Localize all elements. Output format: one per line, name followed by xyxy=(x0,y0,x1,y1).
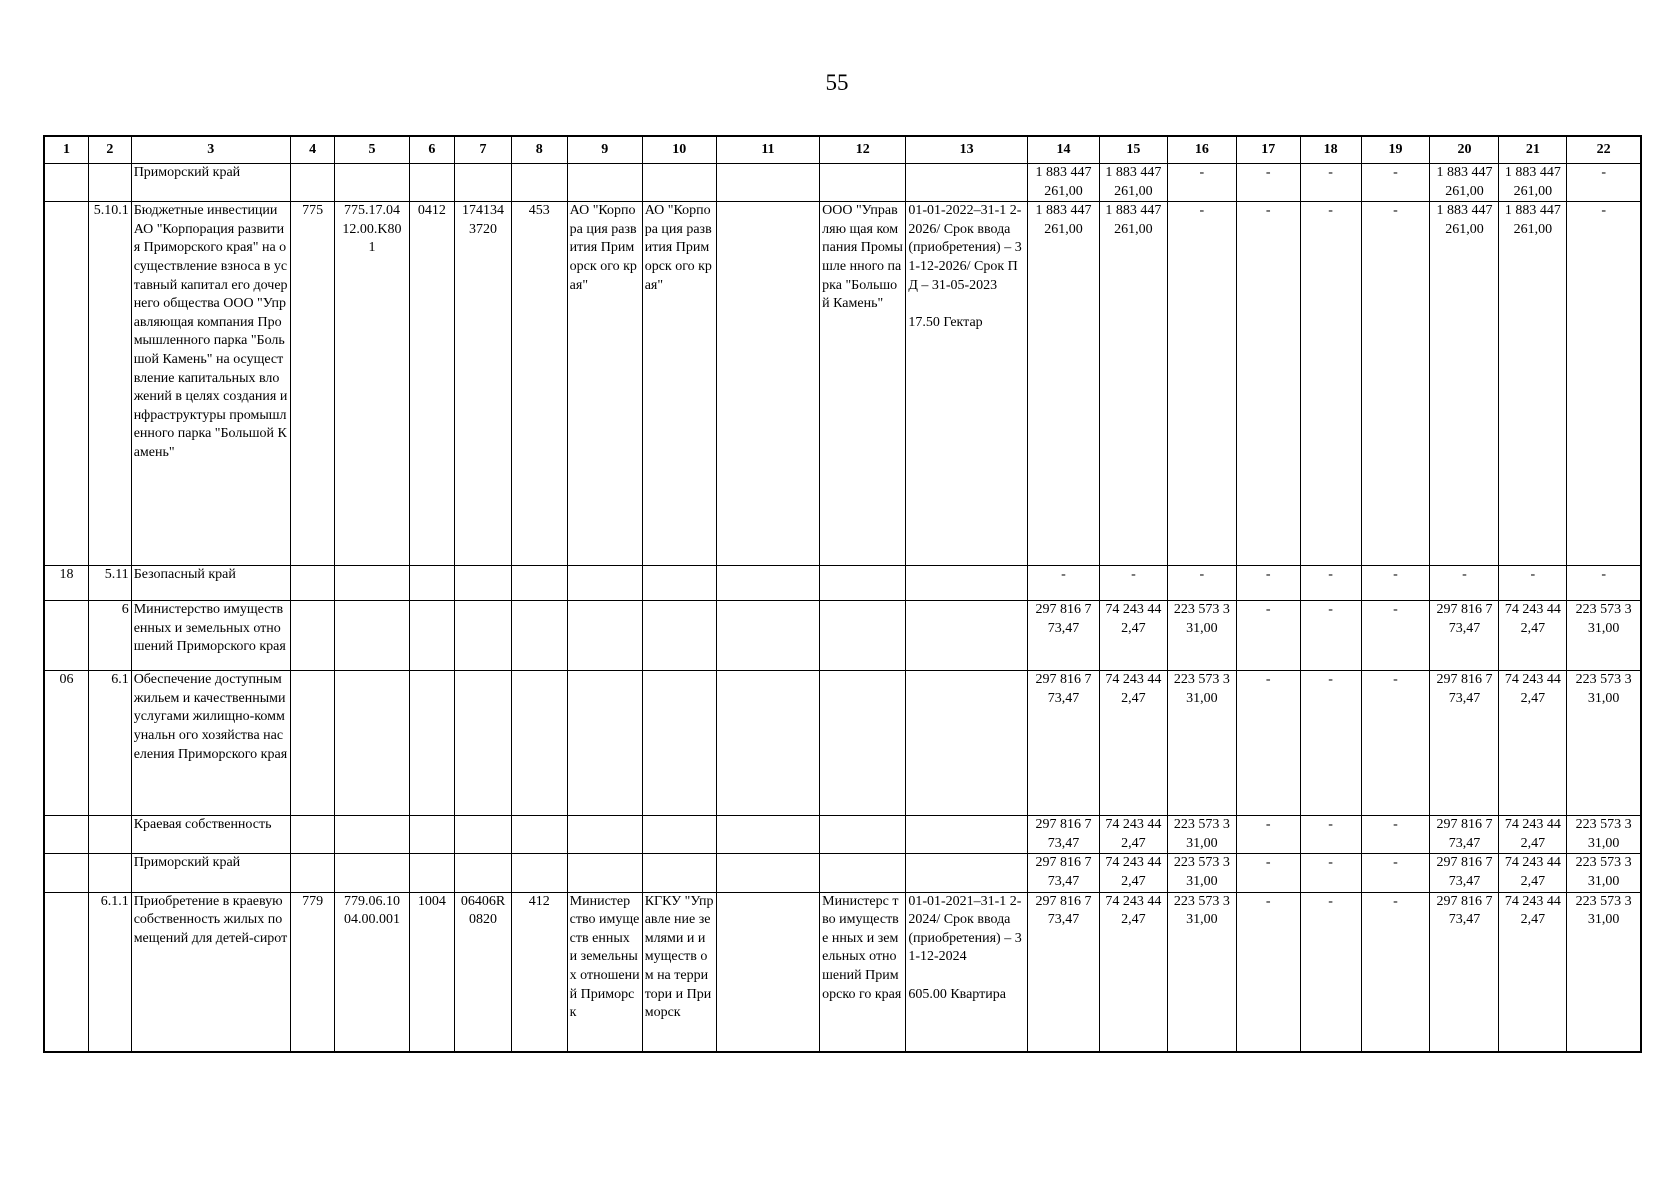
table-row xyxy=(44,202,1641,566)
cell-col-10 xyxy=(642,164,716,202)
column-header-9: 9 xyxy=(567,136,642,164)
cell-col-4 xyxy=(290,816,335,854)
cell-col-1 xyxy=(44,816,89,854)
cell-col-15: 74 243 44 2,47 xyxy=(1099,816,1167,854)
cell-col-20: 297 816 7 73,47 xyxy=(1430,601,1499,671)
cell-col-13 xyxy=(906,164,1028,202)
cell-col-21: 74 243 44 2,47 xyxy=(1499,816,1567,854)
cell-col-10 xyxy=(642,816,716,854)
column-header-12: 12 xyxy=(820,136,906,164)
cell-col-22: 223 573 3 31,00 xyxy=(1567,816,1641,854)
cell-col-16: - xyxy=(1167,566,1236,601)
column-header-15: 15 xyxy=(1099,136,1167,164)
cell-col-5: 779.06.10 04.00.001 xyxy=(335,892,409,1052)
cell-col-1 xyxy=(44,892,89,1052)
cell-col-5 xyxy=(335,816,409,854)
cell-col-4: 775 xyxy=(290,202,335,566)
cell-col-22: - xyxy=(1567,202,1641,566)
cell-col-20: - xyxy=(1430,566,1499,601)
cell-col-11 xyxy=(716,671,819,816)
cell-col-19: - xyxy=(1361,601,1430,671)
cell-col-6 xyxy=(409,601,455,671)
cell-col-1 xyxy=(44,854,89,892)
cell-col-2: 6 xyxy=(89,601,132,671)
cell-col-22: 223 573 3 31,00 xyxy=(1567,601,1641,671)
cell-col-7 xyxy=(455,601,512,671)
cell-col-9 xyxy=(567,671,642,816)
cell-col-13 xyxy=(906,671,1028,816)
cell-col-18: - xyxy=(1300,671,1361,816)
cell-col-20: 297 816 7 73,47 xyxy=(1430,816,1499,854)
budget-table xyxy=(43,135,1642,1053)
cell-col-16: 223 573 3 31,00 xyxy=(1167,854,1236,892)
cell-col-2: 5.10.1 xyxy=(89,202,132,566)
column-header-19: 19 xyxy=(1361,136,1430,164)
cell-col-17: - xyxy=(1236,202,1300,566)
cell-col-3: Краевая собственность xyxy=(131,816,290,854)
cell-col-19: - xyxy=(1361,671,1430,816)
cell-col-7 xyxy=(455,566,512,601)
cell-col-6 xyxy=(409,164,455,202)
cell-col-3: Безопасный край xyxy=(131,566,290,601)
cell-col-10 xyxy=(642,566,716,601)
cell-col-21: 74 243 44 2,47 xyxy=(1499,671,1567,816)
cell-col-1: 18 xyxy=(44,566,89,601)
cell-col-9 xyxy=(567,164,642,202)
column-header-10: 10 xyxy=(642,136,716,164)
table-row xyxy=(44,601,1641,671)
cell-col-15: - xyxy=(1099,566,1167,601)
cell-col-14: 297 816 7 73,47 xyxy=(1027,671,1099,816)
cell-col-3: Бюджетные инвестиции АО "Корпорация развития Приморского края" на осуществление взноса в уставный капитал его дочернего общества ООО "Управляющая компания Промышленного парка "Большой Камень" на осуществление капитальных вложений в целях создания инфраструктуры промышленного парка "Большой Камень" xyxy=(131,202,290,566)
column-header-18: 18 xyxy=(1300,136,1361,164)
cell-col-12 xyxy=(820,671,906,816)
cell-col-6 xyxy=(409,566,455,601)
cell-col-17: - xyxy=(1236,601,1300,671)
cell-col-11 xyxy=(716,202,819,566)
cell-col-3: Приморский край xyxy=(131,854,290,892)
cell-col-20: 1 883 447 261,00 xyxy=(1430,202,1499,566)
cell-col-5 xyxy=(335,854,409,892)
cell-col-8 xyxy=(511,164,567,202)
cell-col-11 xyxy=(716,601,819,671)
cell-col-13 xyxy=(906,601,1028,671)
cell-col-6 xyxy=(409,816,455,854)
cell-col-19: - xyxy=(1361,164,1430,202)
cell-col-2: 6.1 xyxy=(89,671,132,816)
column-header-6: 6 xyxy=(409,136,455,164)
page-number: 55 xyxy=(825,70,849,95)
cell-col-14: 1 883 447 261,00 xyxy=(1027,164,1099,202)
column-header-5: 5 xyxy=(335,136,409,164)
cell-col-14: - xyxy=(1027,566,1099,601)
cell-col-19: - xyxy=(1361,202,1430,566)
cell-col-4 xyxy=(290,566,335,601)
cell-col-13 xyxy=(906,816,1028,854)
cell-col-5: 775.17.04 12.00.K80 1 xyxy=(335,202,409,566)
cell-col-8 xyxy=(511,671,567,816)
cell-col-19: - xyxy=(1361,854,1430,892)
cell-col-1 xyxy=(44,164,89,202)
cell-col-17: - xyxy=(1236,854,1300,892)
cell-col-18: - xyxy=(1300,164,1361,202)
cell-col-6 xyxy=(409,854,455,892)
cell-col-22: - xyxy=(1567,566,1641,601)
cell-col-6: 0412 xyxy=(409,202,455,566)
cell-col-5 xyxy=(335,566,409,601)
cell-col-15: 1 883 447 261,00 xyxy=(1099,202,1167,566)
cell-col-9 xyxy=(567,601,642,671)
cell-col-16: 223 573 3 31,00 xyxy=(1167,816,1236,854)
table-row xyxy=(44,566,1641,601)
cell-col-7 xyxy=(455,816,512,854)
column-header-11: 11 xyxy=(716,136,819,164)
cell-col-10: АО "Корпора ция развития Приморск ого края" xyxy=(642,202,716,566)
cell-col-7 xyxy=(455,854,512,892)
column-header-17: 17 xyxy=(1236,136,1300,164)
cell-col-13 xyxy=(906,566,1028,601)
cell-col-12: Министерс тво имуществе нных и земельных отношений Приморско го края xyxy=(820,892,906,1052)
cell-col-4: 779 xyxy=(290,892,335,1052)
cell-col-8: 412 xyxy=(511,892,567,1052)
cell-col-1 xyxy=(44,601,89,671)
cell-col-15: 74 243 44 2,47 xyxy=(1099,854,1167,892)
cell-col-11 xyxy=(716,892,819,1052)
cell-col-16: 223 573 3 31,00 xyxy=(1167,892,1236,1052)
column-header-7: 7 xyxy=(455,136,512,164)
cell-col-9: Министер ство имуществ енных и земельны х отношени й Приморск xyxy=(567,892,642,1052)
cell-col-3: Приобретение в краевую собственность жилых помещений для детей-сирот xyxy=(131,892,290,1052)
column-header-1: 1 xyxy=(44,136,89,164)
cell-col-11 xyxy=(716,164,819,202)
cell-col-2 xyxy=(89,164,132,202)
cell-col-4 xyxy=(290,671,335,816)
cell-col-3: Обеспечение доступным жильем и качественными услугами жилищно-коммунальн ого хозяйства населения Приморского края xyxy=(131,671,290,816)
column-header-2: 2 xyxy=(89,136,132,164)
table-row xyxy=(44,892,1641,1052)
cell-col-4 xyxy=(290,854,335,892)
column-header-16: 16 xyxy=(1167,136,1236,164)
cell-col-20: 1 883 447 261,00 xyxy=(1430,164,1499,202)
cell-col-14: 297 816 7 73,47 xyxy=(1027,816,1099,854)
cell-col-18: - xyxy=(1300,566,1361,601)
cell-col-22: - xyxy=(1567,164,1641,202)
cell-col-12 xyxy=(820,816,906,854)
cell-col-7 xyxy=(455,671,512,816)
cell-col-5 xyxy=(335,601,409,671)
cell-col-6 xyxy=(409,671,455,816)
cell-col-18: - xyxy=(1300,892,1361,1052)
cell-col-14: 297 816 7 73,47 xyxy=(1027,601,1099,671)
cell-col-4 xyxy=(290,164,335,202)
column-header-21: 21 xyxy=(1499,136,1567,164)
column-header-3: 3 xyxy=(131,136,290,164)
cell-col-17: - xyxy=(1236,816,1300,854)
cell-col-10 xyxy=(642,671,716,816)
cell-col-19: - xyxy=(1361,892,1430,1052)
cell-col-14: 1 883 447 261,00 xyxy=(1027,202,1099,566)
cell-col-3: Министерство имущественных и земельных отношений Приморского края xyxy=(131,601,290,671)
cell-col-15: 74 243 44 2,47 xyxy=(1099,671,1167,816)
cell-col-15: 74 243 44 2,47 xyxy=(1099,892,1167,1052)
cell-col-9 xyxy=(567,854,642,892)
cell-col-11 xyxy=(716,816,819,854)
cell-col-17: - xyxy=(1236,671,1300,816)
cell-col-16: 223 573 3 31,00 xyxy=(1167,601,1236,671)
column-header-14: 14 xyxy=(1027,136,1099,164)
cell-col-7: 174134 3720 xyxy=(455,202,512,566)
cell-col-20: 297 816 7 73,47 xyxy=(1430,854,1499,892)
cell-col-19: - xyxy=(1361,816,1430,854)
cell-col-21: 1 883 447 261,00 xyxy=(1499,202,1567,566)
cell-col-21: - xyxy=(1499,566,1567,601)
table-row xyxy=(44,816,1641,854)
header-row xyxy=(44,136,1641,164)
cell-col-9 xyxy=(567,816,642,854)
cell-col-11 xyxy=(716,566,819,601)
cell-col-18: - xyxy=(1300,601,1361,671)
cell-col-2 xyxy=(89,854,132,892)
cell-col-17: - xyxy=(1236,892,1300,1052)
column-header-22: 22 xyxy=(1567,136,1641,164)
cell-col-1 xyxy=(44,202,89,566)
cell-col-13 xyxy=(906,854,1028,892)
table-row xyxy=(44,854,1641,892)
cell-col-2: 5.11 xyxy=(89,566,132,601)
cell-col-16: - xyxy=(1167,202,1236,566)
cell-col-13: 01-01-2021–31-1 2-2024/ Срок ввода (приобретения) – 31-12-2024 605.00 Квартира xyxy=(906,892,1028,1052)
cell-col-21: 74 243 44 2,47 xyxy=(1499,854,1567,892)
cell-col-12 xyxy=(820,164,906,202)
cell-col-15: 1 883 447 261,00 xyxy=(1099,164,1167,202)
cell-col-16: - xyxy=(1167,164,1236,202)
cell-col-11 xyxy=(716,854,819,892)
cell-col-14: 297 816 7 73,47 xyxy=(1027,892,1099,1052)
cell-col-17: - xyxy=(1236,566,1300,601)
cell-col-18: - xyxy=(1300,202,1361,566)
cell-col-5 xyxy=(335,671,409,816)
cell-col-10 xyxy=(642,854,716,892)
cell-col-2 xyxy=(89,816,132,854)
cell-col-12 xyxy=(820,854,906,892)
cell-col-7: 06406R 0820 xyxy=(455,892,512,1052)
cell-col-18: - xyxy=(1300,816,1361,854)
cell-col-12 xyxy=(820,566,906,601)
cell-col-13: 01-01-2022–31-1 2-2026/ Срок ввода (приобретения) – 31-12-2026/ Срок ПД – 31-05-2023 17.50 Гектар xyxy=(906,202,1028,566)
cell-col-19: - xyxy=(1361,566,1430,601)
column-header-20: 20 xyxy=(1430,136,1499,164)
cell-col-20: 297 816 7 73,47 xyxy=(1430,671,1499,816)
cell-col-12: ООО "Управляю щая компания Промышле нного парка "Большой Камень" xyxy=(820,202,906,566)
cell-col-8: 453 xyxy=(511,202,567,566)
cell-col-10: КГКУ "Управле ние землями и имуществ ом на территори и Приморск xyxy=(642,892,716,1052)
table-row xyxy=(44,164,1641,202)
column-header-13: 13 xyxy=(906,136,1028,164)
cell-col-7 xyxy=(455,164,512,202)
cell-col-22: 223 573 3 31,00 xyxy=(1567,671,1641,816)
table-body xyxy=(44,136,1641,1052)
cell-col-1: 06 xyxy=(44,671,89,816)
column-header-4: 4 xyxy=(290,136,335,164)
column-header-8: 8 xyxy=(511,136,567,164)
cell-col-4 xyxy=(290,601,335,671)
cell-col-6: 1004 xyxy=(409,892,455,1052)
cell-col-8 xyxy=(511,601,567,671)
cell-col-22: 223 573 3 31,00 xyxy=(1567,892,1641,1052)
cell-col-22: 223 573 3 31,00 xyxy=(1567,854,1641,892)
cell-col-9: АО "Корпора ция развития Приморск ого края" xyxy=(567,202,642,566)
cell-col-2: 6.1.1 xyxy=(89,892,132,1052)
cell-col-14: 297 816 7 73,47 xyxy=(1027,854,1099,892)
cell-col-15: 74 243 44 2,47 xyxy=(1099,601,1167,671)
cell-col-12 xyxy=(820,601,906,671)
cell-col-21: 74 243 44 2,47 xyxy=(1499,892,1567,1052)
cell-col-8 xyxy=(511,854,567,892)
cell-col-20: 297 816 7 73,47 xyxy=(1430,892,1499,1052)
cell-col-10 xyxy=(642,601,716,671)
cell-col-8 xyxy=(511,816,567,854)
cell-col-9 xyxy=(567,566,642,601)
cell-col-3: Приморский край xyxy=(131,164,290,202)
cell-col-8 xyxy=(511,566,567,601)
table-row xyxy=(44,671,1641,816)
cell-col-16: 223 573 3 31,00 xyxy=(1167,671,1236,816)
cell-col-17: - xyxy=(1236,164,1300,202)
cell-col-21: 1 883 447 261,00 xyxy=(1499,164,1567,202)
cell-col-5 xyxy=(335,164,409,202)
cell-col-18: - xyxy=(1300,854,1361,892)
cell-col-21: 74 243 44 2,47 xyxy=(1499,601,1567,671)
